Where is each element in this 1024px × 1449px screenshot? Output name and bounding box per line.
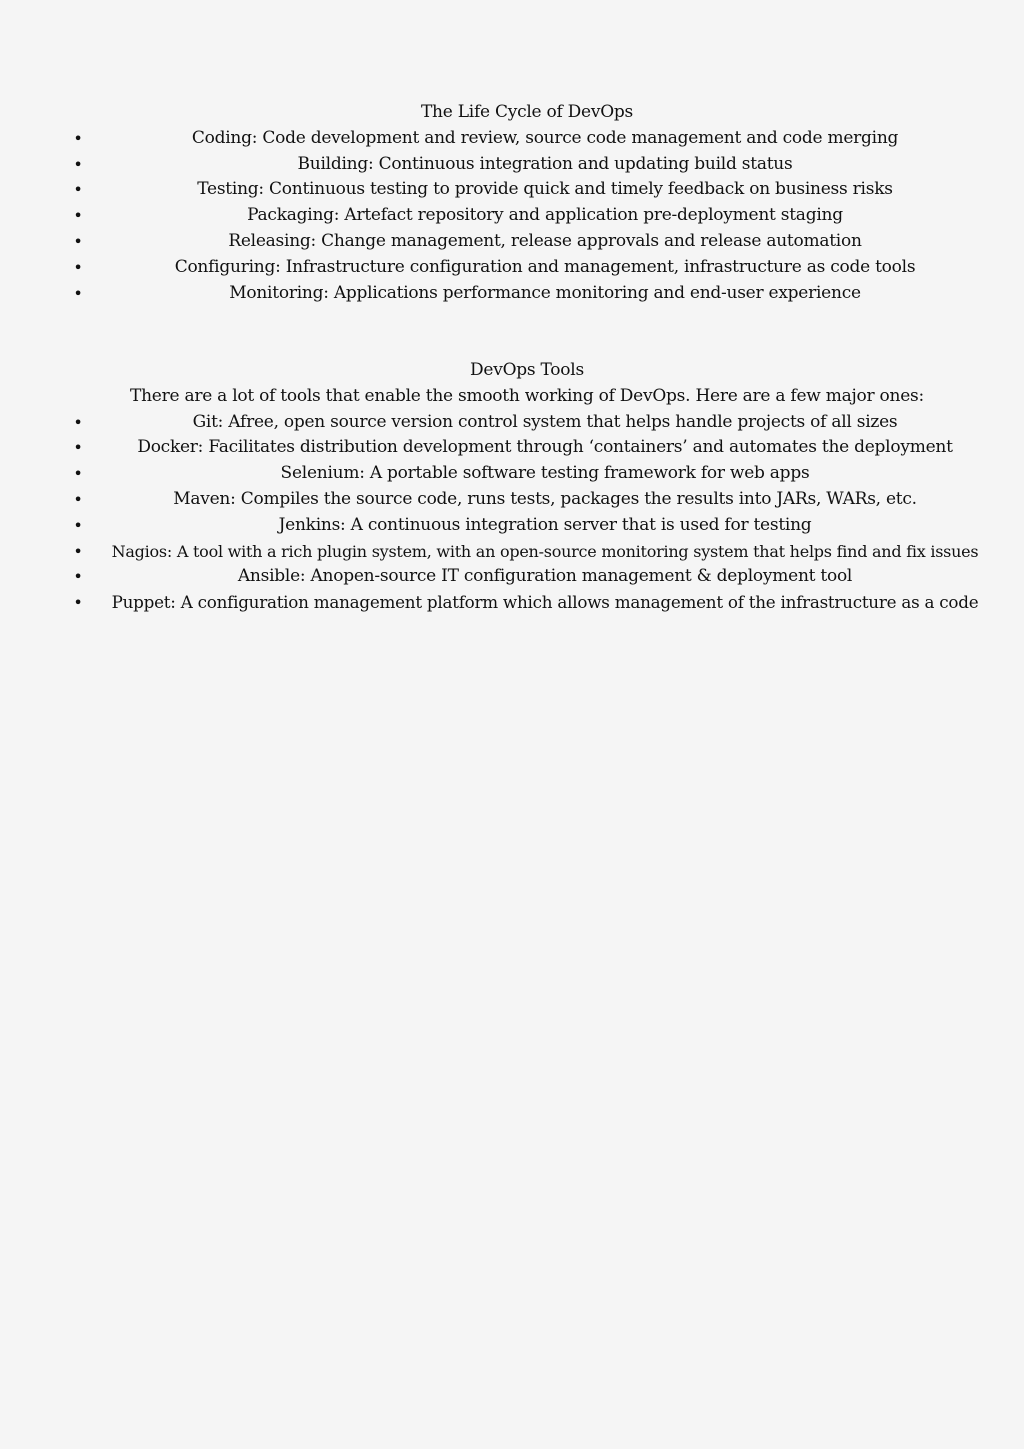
- lifecycle-section: [70, 100, 984, 306]
- lifecycle-list: [70, 126, 984, 307]
- tools-item-text: Nagios: A tool with a rich plugin system, with an open-source monitoring system that helps find and fix issues: [111, 541, 979, 561]
- bullet-icon: •: [73, 464, 83, 484]
- bullet-icon: •: [73, 541, 83, 561]
- lifecycle-item-packaging: [70, 203, 984, 229]
- lifecycle-item-text: Configuring: Infrastructure configuration and management, infrastructure as code tools: [174, 256, 916, 277]
- lifecycle-item-releasing: [70, 229, 984, 255]
- lifecycle-item-text: Coding: Code development and review, source code management and code merging: [191, 127, 899, 148]
- bullet-icon: •: [73, 515, 83, 535]
- tools-item-text: Puppet: A configuration management platform which allows management of the infrastructure as a code: [111, 592, 979, 613]
- tools-item-puppet: [70, 590, 984, 616]
- tools-item-maven: [70, 487, 984, 513]
- bullet-icon: •: [73, 438, 83, 458]
- bullet-icon: •: [73, 593, 83, 613]
- tools-item-selenium: [70, 461, 984, 487]
- lifecycle-item-text: Releasing: Change management, release approvals and release automation: [228, 230, 862, 251]
- bullet-icon: •: [73, 231, 83, 251]
- tools-item-ansible: [70, 564, 984, 590]
- tools-item-text: Ansible: Anopen-source IT configuration management & deployment tool: [237, 566, 853, 587]
- bullet-icon: •: [73, 283, 83, 303]
- bullet-icon: •: [73, 128, 83, 148]
- lifecycle-item-text: Testing: Continuous testing to provide quick and timely feedback on business risks: [197, 179, 893, 200]
- lifecycle-item-coding: [70, 126, 984, 152]
- tools-item-jenkins: [70, 513, 984, 539]
- tools-intro: There are a lot of tools that enable the smooth working of DevOps. Here are a few major ones:: [130, 385, 924, 406]
- tools-item-text: Jenkins: A continuous integration server that is used for testing: [278, 514, 812, 535]
- tools-item-text: Git: Afree, open source version control system that helps handle projects of all sizes: [192, 411, 898, 432]
- bullet-icon: •: [73, 257, 83, 277]
- bullet-icon: •: [73, 180, 83, 200]
- lifecycle-item-building: [70, 152, 984, 178]
- lifecycle-item-text: Monitoring: Applications performance monitoring and end-user experience: [229, 282, 861, 303]
- bullet-icon: •: [73, 412, 83, 432]
- tools-item-docker: [70, 435, 984, 461]
- bullet-icon: •: [73, 567, 83, 587]
- lifecycle-item-text: Packaging: Artefact repository and application pre-deployment staging: [247, 205, 843, 226]
- bullet-icon: •: [73, 206, 83, 226]
- tools-list: [70, 410, 984, 616]
- tools-item-text: Docker: Facilitates distribution development through ‘containers’ and automates the deployment: [137, 437, 953, 458]
- lifecycle-item-text: Building: Continuous integration and updating build status: [297, 153, 793, 174]
- tools-item-git: [70, 410, 984, 436]
- lifecycle-item-monitoring: [70, 281, 984, 307]
- tools-section: [70, 358, 984, 616]
- tools-heading: DevOps Tools: [470, 360, 584, 380]
- lifecycle-heading: The Life Cycle of DevOps: [420, 102, 634, 122]
- lifecycle-item-testing: [70, 177, 984, 203]
- lifecycle-item-configuring: [70, 255, 984, 281]
- tools-item-nagios: [70, 539, 984, 565]
- tools-item-text: Selenium: A portable software testing framework for web apps: [280, 463, 810, 484]
- bullet-icon: •: [73, 489, 83, 509]
- bullet-icon: •: [73, 154, 83, 174]
- tools-item-text: Maven: Compiles the source code, runs tests, packages the results into JARs, WARs, etc.: [173, 488, 917, 509]
